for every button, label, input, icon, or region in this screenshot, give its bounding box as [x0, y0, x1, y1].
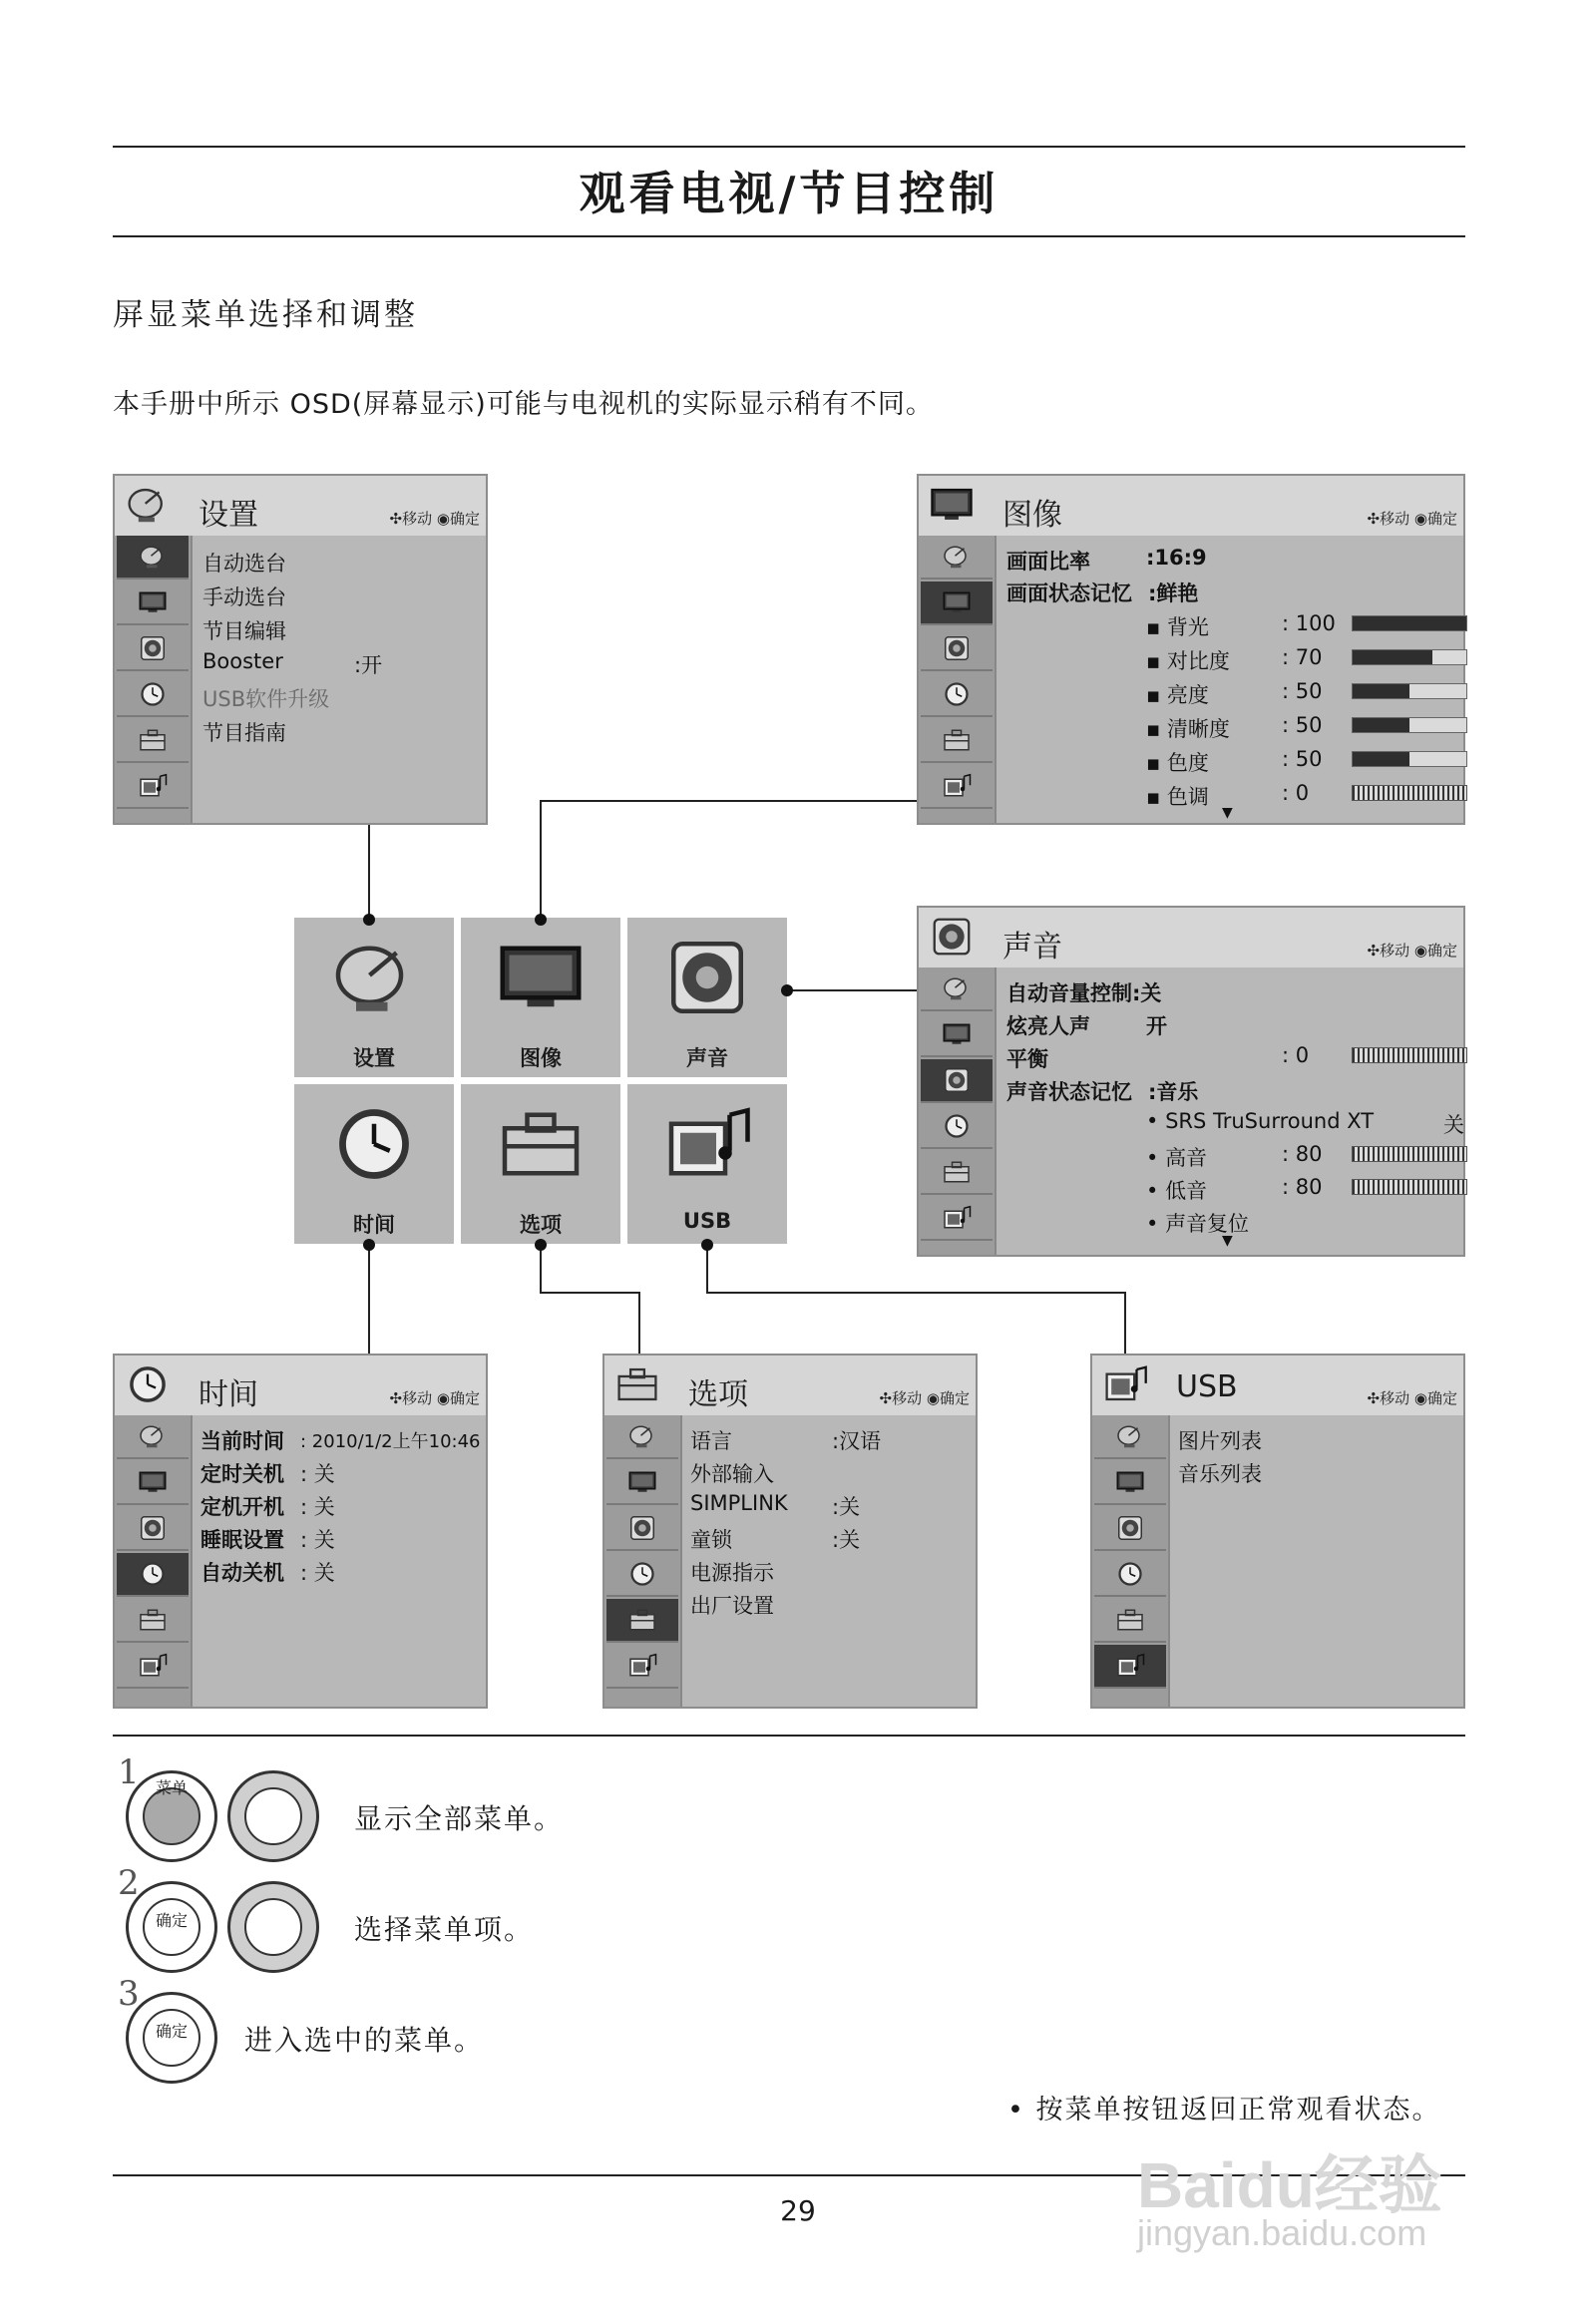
strip-sound-icon[interactable] [606, 1507, 678, 1551]
connector-usb-v1 [706, 1244, 708, 1292]
strip-time-icon[interactable] [606, 1553, 678, 1597]
balance-bar[interactable] [1352, 1047, 1467, 1063]
strip-sound-icon[interactable] [117, 1507, 189, 1551]
photo-music-icon [1102, 1361, 1148, 1407]
clear-voice-value: 开 [1146, 1014, 1167, 1038]
menu-button[interactable] [126, 1770, 217, 1862]
strip-time-icon[interactable] [921, 1105, 993, 1149]
menu-item-auto-tuning[interactable]: 自动选台 [202, 552, 286, 576]
menu-hint: ✣移动 ◉确定 [1367, 1389, 1457, 1407]
picture-menu-header [919, 476, 1463, 536]
time-item-on-time[interactable]: 定机开机 [200, 1495, 284, 1519]
time-menu-panel [113, 1354, 488, 1709]
setup-menu-panel [113, 474, 488, 825]
time-menu-header [115, 1356, 486, 1415]
picture-mode-label[interactable]: 画面状态记忆 [1006, 581, 1132, 605]
time-item-auto-off[interactable]: 自动关机 [200, 1561, 284, 1585]
satellite-icon [125, 482, 171, 528]
strip-option-icon[interactable] [117, 1599, 189, 1643]
usb-menu-title: USB [1176, 1369, 1238, 1404]
strip-time-icon[interactable] [117, 1553, 189, 1597]
tile-option-label: 选项 [520, 1213, 562, 1237]
sound-menu-panel [917, 906, 1465, 1257]
tile-picture[interactable] [461, 918, 620, 1077]
connector-option-v2 [638, 1292, 640, 1354]
strip-picture-icon[interactable] [117, 1461, 189, 1505]
option-item-simplink[interactable]: SIMPLINK [690, 1491, 788, 1515]
strip-setup-icon[interactable] [1094, 1415, 1166, 1459]
strip-sound-icon[interactable] [1094, 1507, 1166, 1551]
usb-menu-panel [1090, 1354, 1465, 1709]
option-menu-content [680, 1415, 976, 1707]
language-value: :汉语 [832, 1429, 882, 1453]
color-bar[interactable] [1352, 751, 1467, 767]
menu-icon-strip [1092, 1415, 1168, 1707]
strip-picture-icon[interactable] [921, 1013, 993, 1057]
watermark-logo: Baidu经验 [1137, 2149, 1442, 2221]
menu-hint: ✣移动 ◉确定 [1367, 942, 1457, 960]
step-1-text: 显示全部菜单。 [354, 1802, 565, 1835]
connector-sound [787, 989, 917, 991]
balance-label[interactable]: 平衡 [1006, 1047, 1048, 1071]
option-item-factory-reset[interactable]: 出厂设置 [690, 1594, 774, 1618]
strip-usb-icon[interactable] [921, 765, 993, 809]
strip-time-icon[interactable] [117, 673, 189, 717]
connector-dot [701, 1239, 713, 1251]
clock-icon [125, 1361, 171, 1407]
step-3-number: 3 [118, 1974, 140, 2014]
picture-menu-content [995, 536, 1463, 823]
off-time-value: : 关 [300, 1462, 335, 1486]
time-menu-title: 时间 [199, 1377, 258, 1412]
strip-picture-icon[interactable] [921, 581, 993, 625]
menu-hint: ✣移动 ◉确定 [1367, 510, 1457, 528]
navigation-ring-button[interactable] [227, 1770, 319, 1862]
photo-music-icon [662, 1104, 752, 1184]
strip-sound-icon[interactable] [921, 627, 993, 671]
tv-icon [929, 482, 975, 528]
connector-dot [535, 914, 547, 926]
aspect-ratio-value: :16:9 [1146, 546, 1207, 570]
picture-menu-title: 图像 [1002, 498, 1062, 533]
connector-dot [363, 1239, 375, 1251]
auto-volume-item[interactable]: 自动音量控制:关 [1006, 981, 1162, 1005]
strip-usb-icon[interactable] [921, 1197, 993, 1241]
tile-setup-label: 设置 [353, 1046, 395, 1070]
option-item-input[interactable]: 外部输入 [690, 1462, 774, 1486]
connector-dot [363, 914, 375, 926]
treble-item[interactable]: • 高音 [1146, 1146, 1208, 1170]
menu-icon-strip [604, 1415, 680, 1707]
brightness-bar[interactable] [1352, 683, 1467, 699]
option-item-language[interactable]: 语言 [690, 1429, 732, 1453]
satellite-icon [329, 938, 419, 1017]
sharpness-value: : 50 [1282, 713, 1323, 737]
picture-mode-value: :鲜艳 [1148, 581, 1199, 605]
color-value: : 50 [1282, 747, 1323, 771]
tile-picture-label: 图像 [520, 1046, 562, 1070]
setting-contrast[interactable]: ▪ 对比度 [1146, 649, 1230, 673]
time-item-off-time[interactable]: 定时关机 [200, 1462, 284, 1486]
bass-bar[interactable] [1352, 1179, 1467, 1195]
return-note: • 按菜单按钮返回正常观看状态。 [1007, 2095, 1441, 2126]
strip-setup-icon[interactable] [117, 1415, 189, 1459]
ok-button[interactable] [126, 1992, 217, 2084]
setting-backlight[interactable]: ▪ 背光 [1146, 615, 1209, 639]
sleep-value: : 关 [300, 1528, 335, 1552]
clock-icon [329, 1104, 419, 1184]
tile-time[interactable] [294, 1084, 454, 1244]
speaker-icon [662, 938, 752, 1017]
contrast-bar[interactable] [1352, 649, 1467, 665]
tint-value: : 0 [1282, 781, 1310, 805]
top-rule [113, 146, 1465, 148]
strip-picture-icon[interactable] [606, 1461, 678, 1505]
menu-item-usb-upgrade[interactable]: USB软件升级 [202, 687, 330, 711]
intro-note: 本手册中所示 OSD(屏幕显示)可能与电视机的实际显示稍有不同。 [113, 389, 934, 420]
option-item-lock[interactable]: 童锁 [690, 1528, 732, 1552]
ok-button-label: 确定 [155, 2022, 188, 2041]
sound-menu-title: 声音 [1002, 930, 1062, 965]
simplink-value: :关 [832, 1495, 861, 1519]
time-item-clock[interactable]: 当前时间 [200, 1429, 284, 1453]
ok-button-label: 确定 [155, 1911, 188, 1930]
steps-rule [113, 1735, 1465, 1737]
srs-value: 关 [1443, 1113, 1464, 1137]
connector-picture-h [540, 800, 917, 802]
connector-dot [781, 984, 793, 996]
clock-value: : 2010/1/2上午10:46 [300, 1431, 481, 1452]
clear-voice-label[interactable]: 炫亮人声 [1006, 1014, 1090, 1038]
tv-icon [496, 938, 586, 1017]
tile-sound[interactable] [627, 918, 787, 1077]
connector-dot [535, 1239, 547, 1251]
sharpness-bar[interactable] [1352, 717, 1467, 733]
toolbox-icon [614, 1361, 660, 1407]
time-item-sleep[interactable]: 睡眠设置 [200, 1528, 284, 1552]
connector-usb-h [706, 1292, 1125, 1294]
strip-option-icon[interactable] [117, 719, 189, 763]
brightness-value: : 50 [1282, 679, 1323, 703]
setting-tint[interactable]: ▪ 色调 [1146, 785, 1209, 809]
sound-mode-value: :音乐 [1148, 1080, 1199, 1104]
page-title: 观看电视/节目控制 [579, 167, 999, 220]
strip-setup-icon[interactable] [921, 536, 993, 580]
treble-bar[interactable] [1352, 1146, 1467, 1162]
auto-off-value: : 关 [300, 1561, 335, 1585]
usb-menu-header [1092, 1356, 1463, 1415]
step-2-text: 选择菜单项。 [354, 1913, 535, 1946]
option-menu-panel [602, 1354, 978, 1709]
strip-sound-icon[interactable] [117, 627, 189, 671]
menu-icon-strip [115, 1415, 191, 1707]
time-menu-content [191, 1415, 486, 1707]
strip-time-icon[interactable] [1094, 1553, 1166, 1597]
strip-sound-icon[interactable] [921, 1059, 993, 1103]
picture-menu-panel [917, 474, 1465, 825]
setting-color[interactable]: ▪ 色度 [1146, 751, 1209, 775]
sound-menu-header [919, 908, 1463, 968]
tile-sound-label: 声音 [686, 1046, 728, 1070]
menu-item-program-guide[interactable]: 节目指南 [202, 721, 286, 745]
strip-time-icon[interactable] [921, 673, 993, 717]
step-2-number: 2 [118, 1863, 140, 1903]
aspect-ratio-label[interactable]: 画面比率 [1006, 550, 1090, 574]
strip-usb-icon[interactable] [117, 765, 189, 809]
connector-usb-v2 [1124, 1292, 1126, 1354]
strip-option-icon[interactable] [606, 1599, 678, 1643]
usb-item-music-list[interactable]: 音乐列表 [1178, 1462, 1262, 1486]
connector-setup [368, 825, 370, 921]
menu-button-label: 菜单 [155, 1778, 188, 1797]
connector-time [368, 1244, 370, 1354]
treble-value: : 80 [1282, 1142, 1323, 1166]
page-number: 29 [780, 2194, 816, 2227]
setting-sharpness[interactable]: ▪ 清晰度 [1146, 717, 1230, 741]
menu-icon-strip [919, 968, 995, 1255]
step-3-text: 进入选中的菜单。 [244, 2024, 485, 2057]
srs-item[interactable]: • SRS TruSurround XT [1146, 1109, 1375, 1133]
title-rule [113, 235, 1465, 237]
setup-menu-header [115, 476, 486, 536]
booster-value: :开 [354, 653, 383, 677]
menu-item-manual-tuning[interactable]: 手动选台 [202, 585, 286, 609]
tile-setup[interactable] [294, 918, 454, 1077]
connector-option-v1 [540, 1244, 542, 1292]
strip-setup-icon[interactable] [921, 968, 993, 1011]
strip-option-icon[interactable] [1094, 1599, 1166, 1643]
connector-picture [540, 800, 542, 920]
menu-icon-strip [115, 536, 191, 823]
menu-item-program-edit[interactable]: 节目编辑 [202, 619, 286, 643]
up-down-button[interactable] [227, 1881, 319, 1973]
sound-mode-label[interactable]: 声音状态记忆 [1006, 1080, 1132, 1104]
setup-menu-content [191, 536, 486, 823]
tile-usb-label: USB [682, 1209, 732, 1233]
option-item-power-indicator[interactable]: 电源指示 [690, 1561, 774, 1585]
sound-menu-content [995, 968, 1463, 1255]
on-time-value: : 关 [300, 1495, 335, 1519]
strip-option-icon[interactable] [921, 1151, 993, 1195]
usb-menu-content [1168, 1415, 1463, 1707]
setting-brightness[interactable]: ▪ 亮度 [1146, 683, 1209, 707]
tile-option[interactable] [461, 1084, 620, 1244]
scroll-down-icon[interactable]: ▼ [1222, 805, 1233, 821]
menu-item-booster[interactable]: Booster [202, 649, 283, 673]
connector-option-h [540, 1292, 639, 1294]
contrast-value: : 70 [1282, 645, 1323, 669]
scroll-down-icon[interactable]: ▼ [1222, 1233, 1233, 1249]
tile-time-label: 时间 [353, 1213, 395, 1237]
sound-reset-item[interactable]: • 声音复位 [1146, 1212, 1250, 1236]
step-1-number: 1 [118, 1752, 140, 1792]
backlight-bar[interactable] [1352, 615, 1467, 631]
tint-bar[interactable] [1352, 785, 1467, 801]
option-menu-title: 选项 [688, 1377, 748, 1412]
tile-usb[interactable] [627, 1084, 787, 1244]
strip-picture-icon[interactable] [1094, 1461, 1166, 1505]
balance-value: : 0 [1282, 1043, 1310, 1067]
section-heading: 屏显菜单选择和调整 [113, 297, 418, 333]
speaker-icon [929, 914, 975, 960]
option-menu-header [604, 1356, 976, 1415]
watermark-url: jingyan.baidu.com [1137, 2212, 1427, 2253]
strip-usb-icon[interactable] [606, 1645, 678, 1689]
backlight-value: : 100 [1282, 611, 1336, 635]
strip-usb-icon[interactable] [117, 1645, 189, 1689]
strip-option-icon[interactable] [921, 719, 993, 763]
bass-item[interactable]: • 低音 [1146, 1179, 1208, 1203]
ok-button[interactable] [126, 1881, 217, 1973]
usb-item-photo-list[interactable]: 图片列表 [1178, 1429, 1262, 1453]
menu-icon-strip [919, 536, 995, 823]
lock-value: :关 [832, 1528, 861, 1552]
setup-menu-title: 设置 [199, 498, 258, 533]
strip-setup-icon[interactable] [117, 536, 189, 580]
toolbox-icon [496, 1104, 586, 1184]
menu-hint: ✣移动 ◉确定 [389, 1389, 480, 1407]
strip-picture-icon[interactable] [117, 581, 189, 625]
strip-setup-icon[interactable] [606, 1415, 678, 1459]
bass-value: : 80 [1282, 1175, 1323, 1199]
menu-hint: ✣移动 ◉确定 [879, 1389, 970, 1407]
strip-usb-icon[interactable] [1094, 1645, 1166, 1689]
menu-hint: ✣移动 ◉确定 [389, 510, 480, 528]
